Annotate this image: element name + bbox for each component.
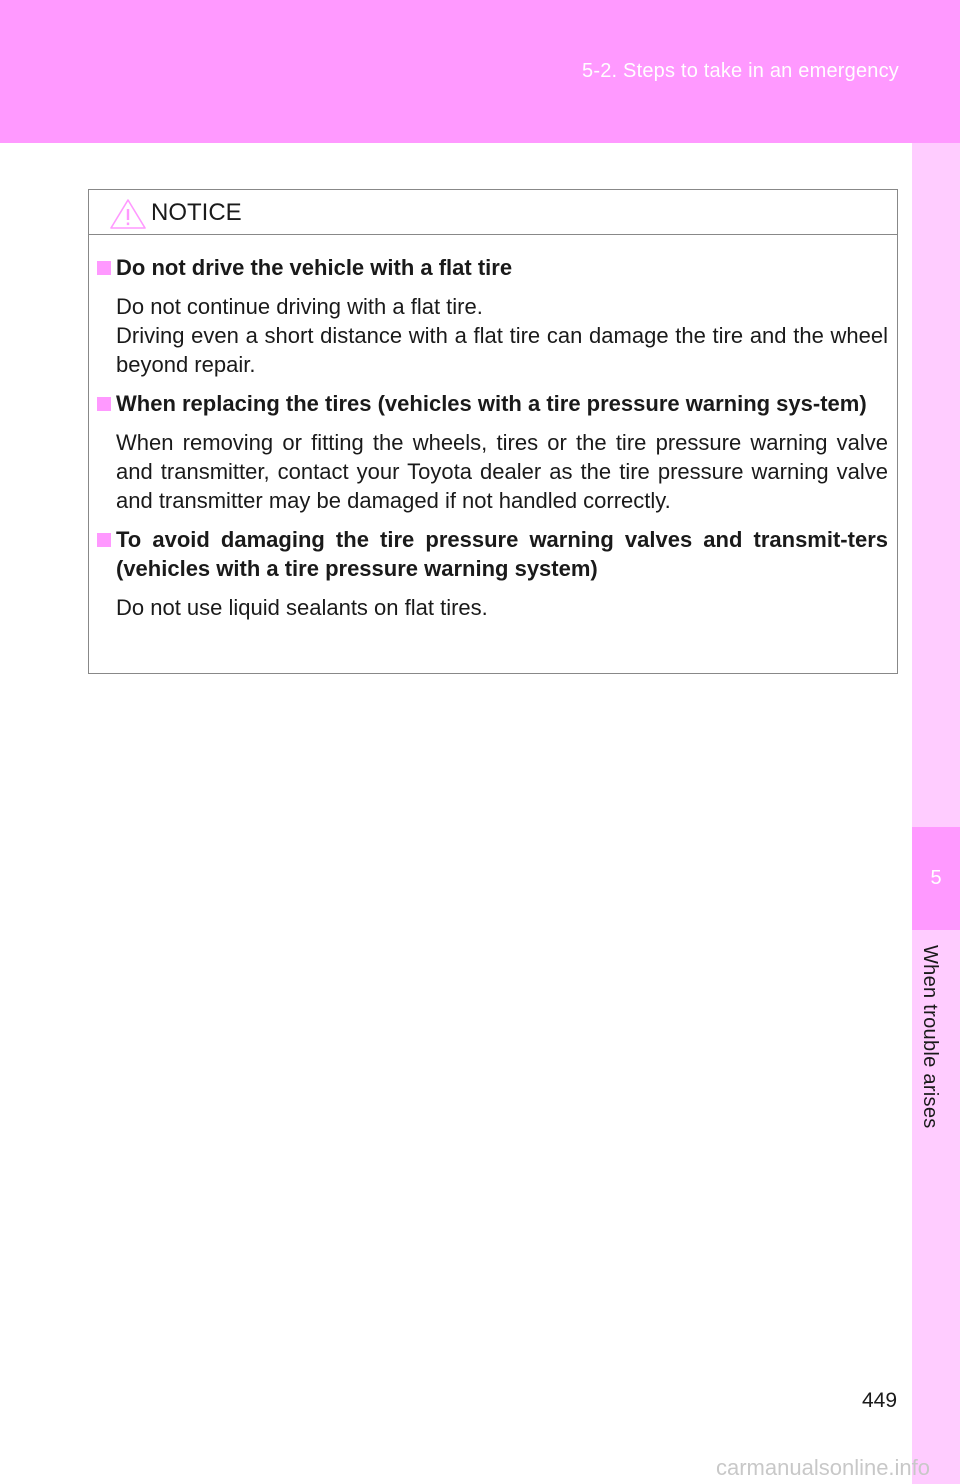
page-number: 449 [862,1389,898,1412]
paragraph: Do not continue driving with a flat tire. [116,294,483,319]
notice-item-text [116,593,888,622]
square-bullet-icon [97,533,111,547]
page-header [0,0,960,143]
square-bullet-icon [97,261,111,275]
notice-item-heading: To avoid damaging the tire pressure warning valves and transmit-ters (vehicles with a tire pressure warning system) [116,525,888,583]
notice-item-heading: When replacing the tires (vehicles with a tire pressure warning sys-tem) [116,389,888,418]
notice-body [89,235,897,622]
paragraph: When removing or fitting the wheels, tires or the tire pressure warning valve and transmitter, contact your Toyota dealer as the tire pressure warning valve and transmitter may be damaged if not handled correctly. [116,430,888,513]
paragraph: Do not use liquid sealants on flat tires. [116,595,488,620]
chapter-number: 5 [912,827,960,930]
chapter-label: When trouble arises [919,945,941,1129]
notice-item-text [116,428,888,515]
section-title: 5-2. Steps to take in an emergency [582,60,899,82]
notice-box [88,189,898,674]
paragraph: Driving even a short distance with a flat tire can damage the tire and the wheel beyond repair. [116,323,888,377]
square-bullet-icon [97,397,111,411]
chapter-side-tab [912,143,960,1484]
watermark: carmanualsonline.info [716,1455,931,1480]
notice-item-heading: Do not drive the vehicle with a flat tire [116,253,888,282]
warning-triangle-icon [109,198,147,230]
notice-header [89,190,897,235]
notice-title: NOTICE [151,199,242,226]
notice-item-text [116,292,888,379]
